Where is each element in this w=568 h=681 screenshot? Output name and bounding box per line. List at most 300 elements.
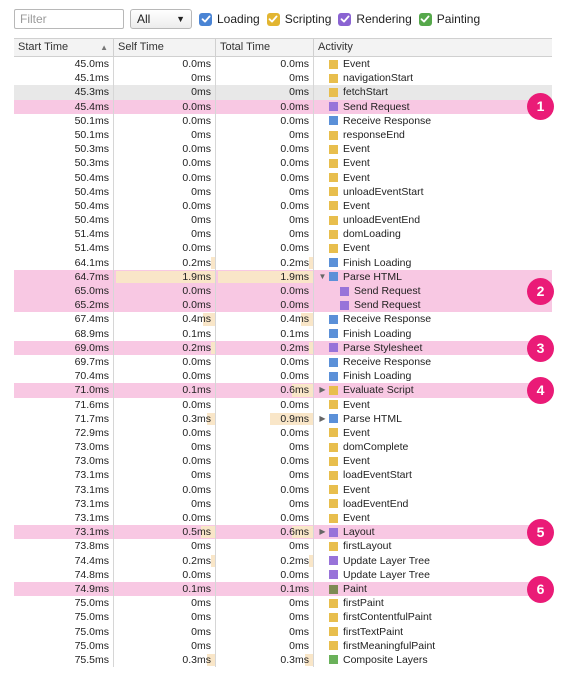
sort-ascending-icon: ▲	[100, 43, 108, 52]
table-row[interactable]	[14, 241, 552, 255]
table-row[interactable]	[14, 440, 552, 454]
self-time-cell	[114, 114, 216, 128]
column-header-total-time[interactable]	[216, 39, 314, 56]
self-time-cell	[114, 426, 216, 440]
start-time-cell: 71.6ms	[14, 398, 114, 412]
self-time-cell	[114, 383, 216, 397]
total-time-value: 0ms	[289, 639, 309, 652]
total-time-cell	[216, 454, 314, 468]
activity-cell	[314, 312, 552, 326]
self-time-cell	[114, 412, 216, 426]
start-time-cell: 50.4ms	[14, 185, 114, 199]
self-time-value: 0.0ms	[182, 157, 211, 170]
activity-label: Event	[343, 157, 370, 170]
activity-cell	[314, 625, 552, 639]
start-time-cell: 50.1ms	[14, 128, 114, 142]
self-time-value: 0.0ms	[182, 285, 211, 297]
activity-label: Event	[343, 143, 370, 156]
total-time-cell	[216, 85, 314, 99]
table-row[interactable]	[14, 213, 552, 227]
start-time-cell: 51.4ms	[14, 227, 114, 241]
table-row[interactable]	[14, 185, 552, 199]
activity-cell	[314, 256, 552, 270]
total-time-cell	[216, 57, 314, 71]
total-time-value: 0.0ms	[280, 58, 309, 70]
table-row[interactable]	[14, 71, 552, 85]
table-row[interactable]	[14, 625, 552, 639]
activity-cell	[314, 412, 552, 426]
activity-label: domLoading	[343, 228, 401, 241]
start-time-cell: 71.7ms	[14, 412, 114, 426]
total-time-value: 0.0ms	[280, 143, 309, 156]
self-time-cell	[114, 100, 216, 114]
self-time-bar	[211, 555, 215, 567]
category-swatch-icon	[329, 599, 338, 608]
self-time-value: 0ms	[191, 497, 211, 510]
category-swatch-icon	[329, 542, 338, 551]
table-row[interactable]	[14, 85, 552, 99]
table-row[interactable]	[14, 497, 552, 511]
total-time-cell	[216, 625, 314, 639]
activity-cell	[314, 539, 552, 553]
category-swatch-icon	[329, 343, 338, 352]
table-row[interactable]	[14, 468, 552, 482]
start-time-cell: 45.1ms	[14, 71, 114, 85]
self-time-value: 0.2ms	[182, 256, 211, 269]
checkbox-loading[interactable]	[199, 12, 260, 26]
activity-label: Send Request	[354, 285, 421, 297]
table-row[interactable]	[14, 582, 552, 596]
activity-cell	[314, 241, 552, 255]
start-time-cell: 65.2ms	[14, 298, 114, 312]
checkbox-label: Painting	[436, 12, 481, 26]
self-time-value: 0.3ms	[182, 412, 211, 425]
triangle-right-icon[interactable]: ▶	[319, 413, 326, 423]
total-time-cell	[216, 171, 314, 185]
category-swatch-icon	[329, 173, 338, 182]
table-row[interactable]	[14, 398, 552, 412]
start-time-cell: 73.8ms	[14, 539, 114, 553]
activity-label: Event	[343, 426, 370, 439]
self-time-value: 0.0ms	[182, 242, 211, 255]
total-time-cell	[216, 341, 314, 355]
category-swatch-icon	[329, 131, 338, 140]
table-row[interactable]	[14, 256, 552, 270]
bottom-up-table	[14, 38, 552, 667]
activity-cell	[314, 398, 552, 412]
activity-cell	[314, 653, 552, 667]
self-time-cell	[114, 85, 216, 99]
self-time-value: 0ms	[191, 625, 211, 638]
self-time-value: 0ms	[191, 214, 211, 227]
self-time-value: 0.3ms	[182, 653, 211, 666]
total-time-value: 0.0ms	[280, 114, 309, 127]
checkbox-scripting[interactable]	[267, 12, 332, 26]
annotation-marker: 1	[527, 93, 554, 120]
start-time-cell: 75.0ms	[14, 610, 114, 624]
start-time-cell: 75.0ms	[14, 625, 114, 639]
annotation-marker: 6	[527, 576, 554, 603]
activity-label: responseEnd	[343, 128, 405, 141]
activity-label: unloadEventEnd	[343, 214, 421, 227]
start-time-cell: 75.0ms	[14, 639, 114, 653]
column-header-label: Activity	[318, 41, 353, 53]
total-time-cell	[216, 327, 314, 341]
start-time-cell: 69.7ms	[14, 355, 114, 369]
activity-cell	[314, 171, 552, 185]
activity-label: Update Layer Tree	[343, 554, 430, 567]
category-swatch-icon	[329, 201, 338, 210]
triangle-down-icon[interactable]: ▼	[318, 271, 327, 281]
start-time-cell: 74.4ms	[14, 554, 114, 568]
activity-cell	[314, 369, 552, 383]
table-row[interactable]	[14, 114, 552, 128]
activity-label: Event	[343, 242, 370, 255]
table-row[interactable]	[14, 327, 552, 341]
total-time-cell	[216, 312, 314, 326]
category-swatch-icon	[329, 528, 338, 537]
self-time-value: 0ms	[191, 639, 211, 652]
category-swatch-icon	[329, 400, 338, 409]
activity-label: Parse HTML	[343, 412, 402, 425]
category-swatch-icon	[329, 443, 338, 452]
total-time-value: 0ms	[289, 128, 309, 141]
total-time-cell	[216, 582, 314, 596]
activity-cell	[314, 426, 552, 440]
activity-cell	[314, 85, 552, 99]
self-time-cell	[114, 270, 216, 284]
activity-cell	[314, 284, 552, 298]
table-row[interactable]	[14, 596, 552, 610]
self-time-value: 0.0ms	[182, 58, 211, 70]
total-time-cell	[216, 270, 314, 284]
activity-cell	[314, 100, 552, 114]
table-row[interactable]	[14, 568, 552, 582]
activity-label: Send Request	[354, 299, 421, 312]
column-header-start-time[interactable]	[14, 39, 114, 56]
self-time-value: 0.0ms	[182, 568, 211, 581]
self-time-cell	[114, 341, 216, 355]
table-row[interactable]	[14, 369, 552, 383]
table-row[interactable]	[14, 610, 552, 624]
activity-label: Event	[343, 483, 370, 496]
activity-label: Send Request	[343, 100, 410, 113]
activity-label: Composite Layers	[343, 653, 428, 666]
total-time-value: 0ms	[289, 540, 309, 553]
start-time-cell: 70.4ms	[14, 369, 114, 383]
category-checkboxes	[192, 12, 480, 26]
self-time-cell	[114, 525, 216, 539]
total-time-cell	[216, 610, 314, 624]
table-row[interactable]	[14, 100, 552, 114]
activity-label: firstContentfulPaint	[343, 611, 432, 624]
activity-label: Finish Loading	[343, 327, 412, 340]
activity-cell	[314, 483, 552, 497]
table-row[interactable]	[14, 554, 552, 568]
self-time-value: 0ms	[191, 441, 211, 454]
total-time-value: 0ms	[289, 611, 309, 624]
total-time-cell	[216, 256, 314, 270]
category-swatch-icon	[329, 187, 338, 196]
self-time-value: 0ms	[191, 72, 211, 85]
table-row[interactable]	[14, 142, 552, 156]
category-swatch-icon	[329, 613, 338, 622]
checkmark-icon[interactable]	[267, 13, 280, 26]
self-time-bar	[211, 257, 215, 269]
activity-cell	[314, 639, 552, 653]
activity-cell	[314, 355, 552, 369]
table-row[interactable]	[14, 454, 552, 468]
self-time-value: 0.2ms	[182, 554, 211, 567]
self-time-cell	[114, 284, 216, 298]
start-time-cell: 72.9ms	[14, 426, 114, 440]
category-swatch-icon	[329, 556, 338, 565]
table-row[interactable]	[14, 341, 552, 355]
start-time-cell: 65.0ms	[14, 284, 114, 298]
start-time-cell: 73.0ms	[14, 454, 114, 468]
table-row[interactable]	[14, 483, 552, 497]
category-swatch-icon	[329, 159, 338, 168]
start-time-cell: 73.1ms	[14, 497, 114, 511]
self-time-cell	[114, 327, 216, 341]
total-time-value: 0ms	[289, 185, 309, 198]
total-time-value: 0.0ms	[280, 483, 309, 496]
activity-cell	[314, 71, 552, 85]
checkbox-painting[interactable]	[419, 12, 480, 26]
activity-cell	[314, 128, 552, 142]
self-time-value: 0.0ms	[182, 426, 211, 439]
table-row[interactable]	[14, 199, 552, 213]
activity-cell	[314, 383, 552, 397]
total-time-value: 0.0ms	[280, 157, 309, 170]
category-swatch-icon	[329, 514, 338, 523]
self-time-cell	[114, 156, 216, 170]
annotation-marker: 3	[527, 335, 554, 362]
self-time-value: 0.5ms	[182, 526, 211, 539]
total-time-value: 0ms	[289, 441, 309, 454]
table-row[interactable]	[14, 312, 552, 326]
annotation-marker: 4	[527, 377, 554, 404]
table-row[interactable]	[14, 639, 552, 653]
checkbox-label: Rendering	[356, 12, 412, 26]
total-time-cell	[216, 71, 314, 85]
category-swatch-icon	[329, 88, 338, 97]
total-time-value: 0ms	[289, 72, 309, 85]
category-select[interactable]	[130, 9, 192, 29]
total-time-value: 0.0ms	[280, 370, 309, 383]
total-time-value: 0.0ms	[280, 171, 309, 184]
total-time-cell	[216, 426, 314, 440]
column-header-activity[interactable]	[314, 39, 552, 56]
table-row[interactable]	[14, 383, 552, 397]
checkmark-icon[interactable]	[419, 13, 432, 26]
category-swatch-icon	[329, 414, 338, 423]
activity-label: Receive Response	[343, 355, 432, 368]
total-time-cell	[216, 639, 314, 653]
category-swatch-icon	[329, 428, 338, 437]
activity-label: firstLayout	[343, 540, 392, 553]
activity-cell	[314, 582, 552, 596]
triangle-right-icon[interactable]: ▶	[319, 385, 326, 395]
table-row[interactable]	[14, 128, 552, 142]
category-swatch-icon	[329, 315, 338, 324]
start-time-cell: 45.3ms	[14, 85, 114, 99]
self-time-value: 0ms	[191, 128, 211, 141]
activity-label: Event	[343, 512, 370, 524]
total-time-cell	[216, 525, 314, 539]
self-time-cell	[114, 539, 216, 553]
table-row[interactable]	[14, 412, 552, 426]
total-time-cell	[216, 114, 314, 128]
total-time-value: 0.2ms	[280, 256, 309, 269]
total-time-value: 0.6ms	[280, 526, 309, 539]
table-row[interactable]	[14, 156, 552, 170]
total-time-value: 0ms	[289, 469, 309, 482]
activity-label: Layout	[343, 526, 375, 539]
start-time-cell: 74.8ms	[14, 568, 114, 582]
self-time-value: 0.2ms	[182, 341, 211, 354]
self-time-value: 0ms	[191, 611, 211, 624]
total-time-value: 0.0ms	[280, 512, 309, 524]
activity-cell	[314, 114, 552, 128]
total-time-cell	[216, 199, 314, 213]
total-time-value: 0.0ms	[280, 199, 309, 212]
self-time-value: 0.0ms	[182, 100, 211, 113]
start-time-cell: 73.1ms	[14, 511, 114, 525]
self-time-value: 0.0ms	[182, 455, 211, 468]
filter-toolbar	[0, 0, 568, 38]
total-time-value: 0ms	[289, 86, 309, 99]
self-time-cell	[114, 582, 216, 596]
activity-label: Event	[343, 398, 370, 411]
total-time-value: 0.0ms	[280, 568, 309, 581]
activity-cell	[314, 142, 552, 156]
self-time-cell	[114, 554, 216, 568]
activity-label: Finish Loading	[343, 256, 412, 269]
table-row[interactable]	[14, 511, 552, 525]
start-time-cell: 51.4ms	[14, 241, 114, 255]
self-time-value: 0ms	[191, 540, 211, 553]
activity-cell	[314, 327, 552, 341]
self-time-cell	[114, 213, 216, 227]
column-header-self-time[interactable]	[114, 39, 216, 56]
activity-label: Event	[343, 58, 370, 70]
activity-cell	[314, 454, 552, 468]
self-time-cell	[114, 483, 216, 497]
activity-cell	[314, 341, 552, 355]
total-time-cell	[216, 468, 314, 482]
activity-label: loadEventEnd	[343, 497, 409, 510]
category-swatch-icon	[329, 641, 338, 650]
total-time-value: 0ms	[289, 228, 309, 241]
self-time-cell	[114, 312, 216, 326]
self-time-cell	[114, 241, 216, 255]
table-row[interactable]	[14, 539, 552, 553]
table-row[interactable]	[14, 171, 552, 185]
total-time-value: 0.0ms	[280, 426, 309, 439]
category-swatch-icon	[329, 74, 338, 83]
total-time-value: 0ms	[289, 214, 309, 227]
total-time-cell	[216, 128, 314, 142]
table-row[interactable]	[14, 57, 552, 71]
self-time-cell	[114, 468, 216, 482]
category-swatch-icon	[340, 301, 349, 310]
table-row[interactable]	[14, 653, 552, 667]
activity-label: Parse HTML	[343, 270, 402, 283]
total-time-value: 0.2ms	[280, 554, 309, 567]
self-time-value: 0.0ms	[182, 355, 211, 368]
category-swatch-icon	[329, 258, 338, 267]
activity-label: Event	[343, 455, 370, 468]
table-row[interactable]	[14, 227, 552, 241]
checkbox-rendering[interactable]	[338, 12, 411, 26]
activity-cell	[314, 468, 552, 482]
activity-cell	[314, 213, 552, 227]
checkmark-icon[interactable]	[199, 13, 212, 26]
filter-input[interactable]	[14, 9, 124, 29]
total-time-cell	[216, 483, 314, 497]
checkmark-icon[interactable]	[338, 13, 351, 26]
start-time-cell: 50.4ms	[14, 213, 114, 227]
total-time-cell	[216, 298, 314, 312]
activity-cell	[314, 227, 552, 241]
table-body	[14, 57, 552, 667]
table-row[interactable]	[14, 298, 552, 312]
triangle-right-icon[interactable]: ▶	[319, 527, 326, 537]
total-time-value: 0.2ms	[280, 341, 309, 354]
activity-label: loadEventStart	[343, 469, 412, 482]
table-row[interactable]	[14, 270, 552, 284]
activity-label: Event	[343, 199, 370, 212]
annotation-marker: 5	[527, 519, 554, 546]
self-time-cell	[114, 199, 216, 213]
self-time-cell	[114, 596, 216, 610]
total-time-bar	[309, 342, 313, 354]
activity-label: unloadEventStart	[343, 185, 424, 198]
table-row[interactable]	[14, 355, 552, 369]
activity-label: Event	[343, 171, 370, 184]
category-swatch-icon	[329, 570, 338, 579]
table-row[interactable]	[14, 284, 552, 298]
self-time-value: 0.1ms	[182, 327, 211, 340]
category-swatch-icon	[329, 358, 338, 367]
total-time-cell	[216, 440, 314, 454]
start-time-cell: 45.4ms	[14, 100, 114, 114]
category-swatch-icon	[329, 116, 338, 125]
total-time-cell	[216, 185, 314, 199]
self-time-cell	[114, 568, 216, 582]
table-row[interactable]	[14, 525, 552, 539]
self-time-value: 0.0ms	[182, 114, 211, 127]
start-time-cell: 67.4ms	[14, 312, 114, 326]
total-time-cell	[216, 284, 314, 298]
self-time-cell	[114, 171, 216, 185]
total-time-value: 0.6ms	[280, 384, 309, 397]
total-time-cell	[216, 653, 314, 667]
total-time-value: 0.0ms	[280, 100, 309, 113]
chevron-down-icon: ▼	[176, 14, 185, 24]
table-row[interactable]	[14, 426, 552, 440]
start-time-cell: 75.5ms	[14, 653, 114, 667]
start-time-cell: 50.1ms	[14, 114, 114, 128]
activity-label: Update Layer Tree	[343, 568, 430, 581]
total-time-cell	[216, 100, 314, 114]
self-time-cell	[114, 128, 216, 142]
activity-cell	[314, 156, 552, 170]
start-time-cell: 64.1ms	[14, 256, 114, 270]
category-swatch-icon	[329, 272, 338, 281]
category-swatch-icon	[329, 216, 338, 225]
